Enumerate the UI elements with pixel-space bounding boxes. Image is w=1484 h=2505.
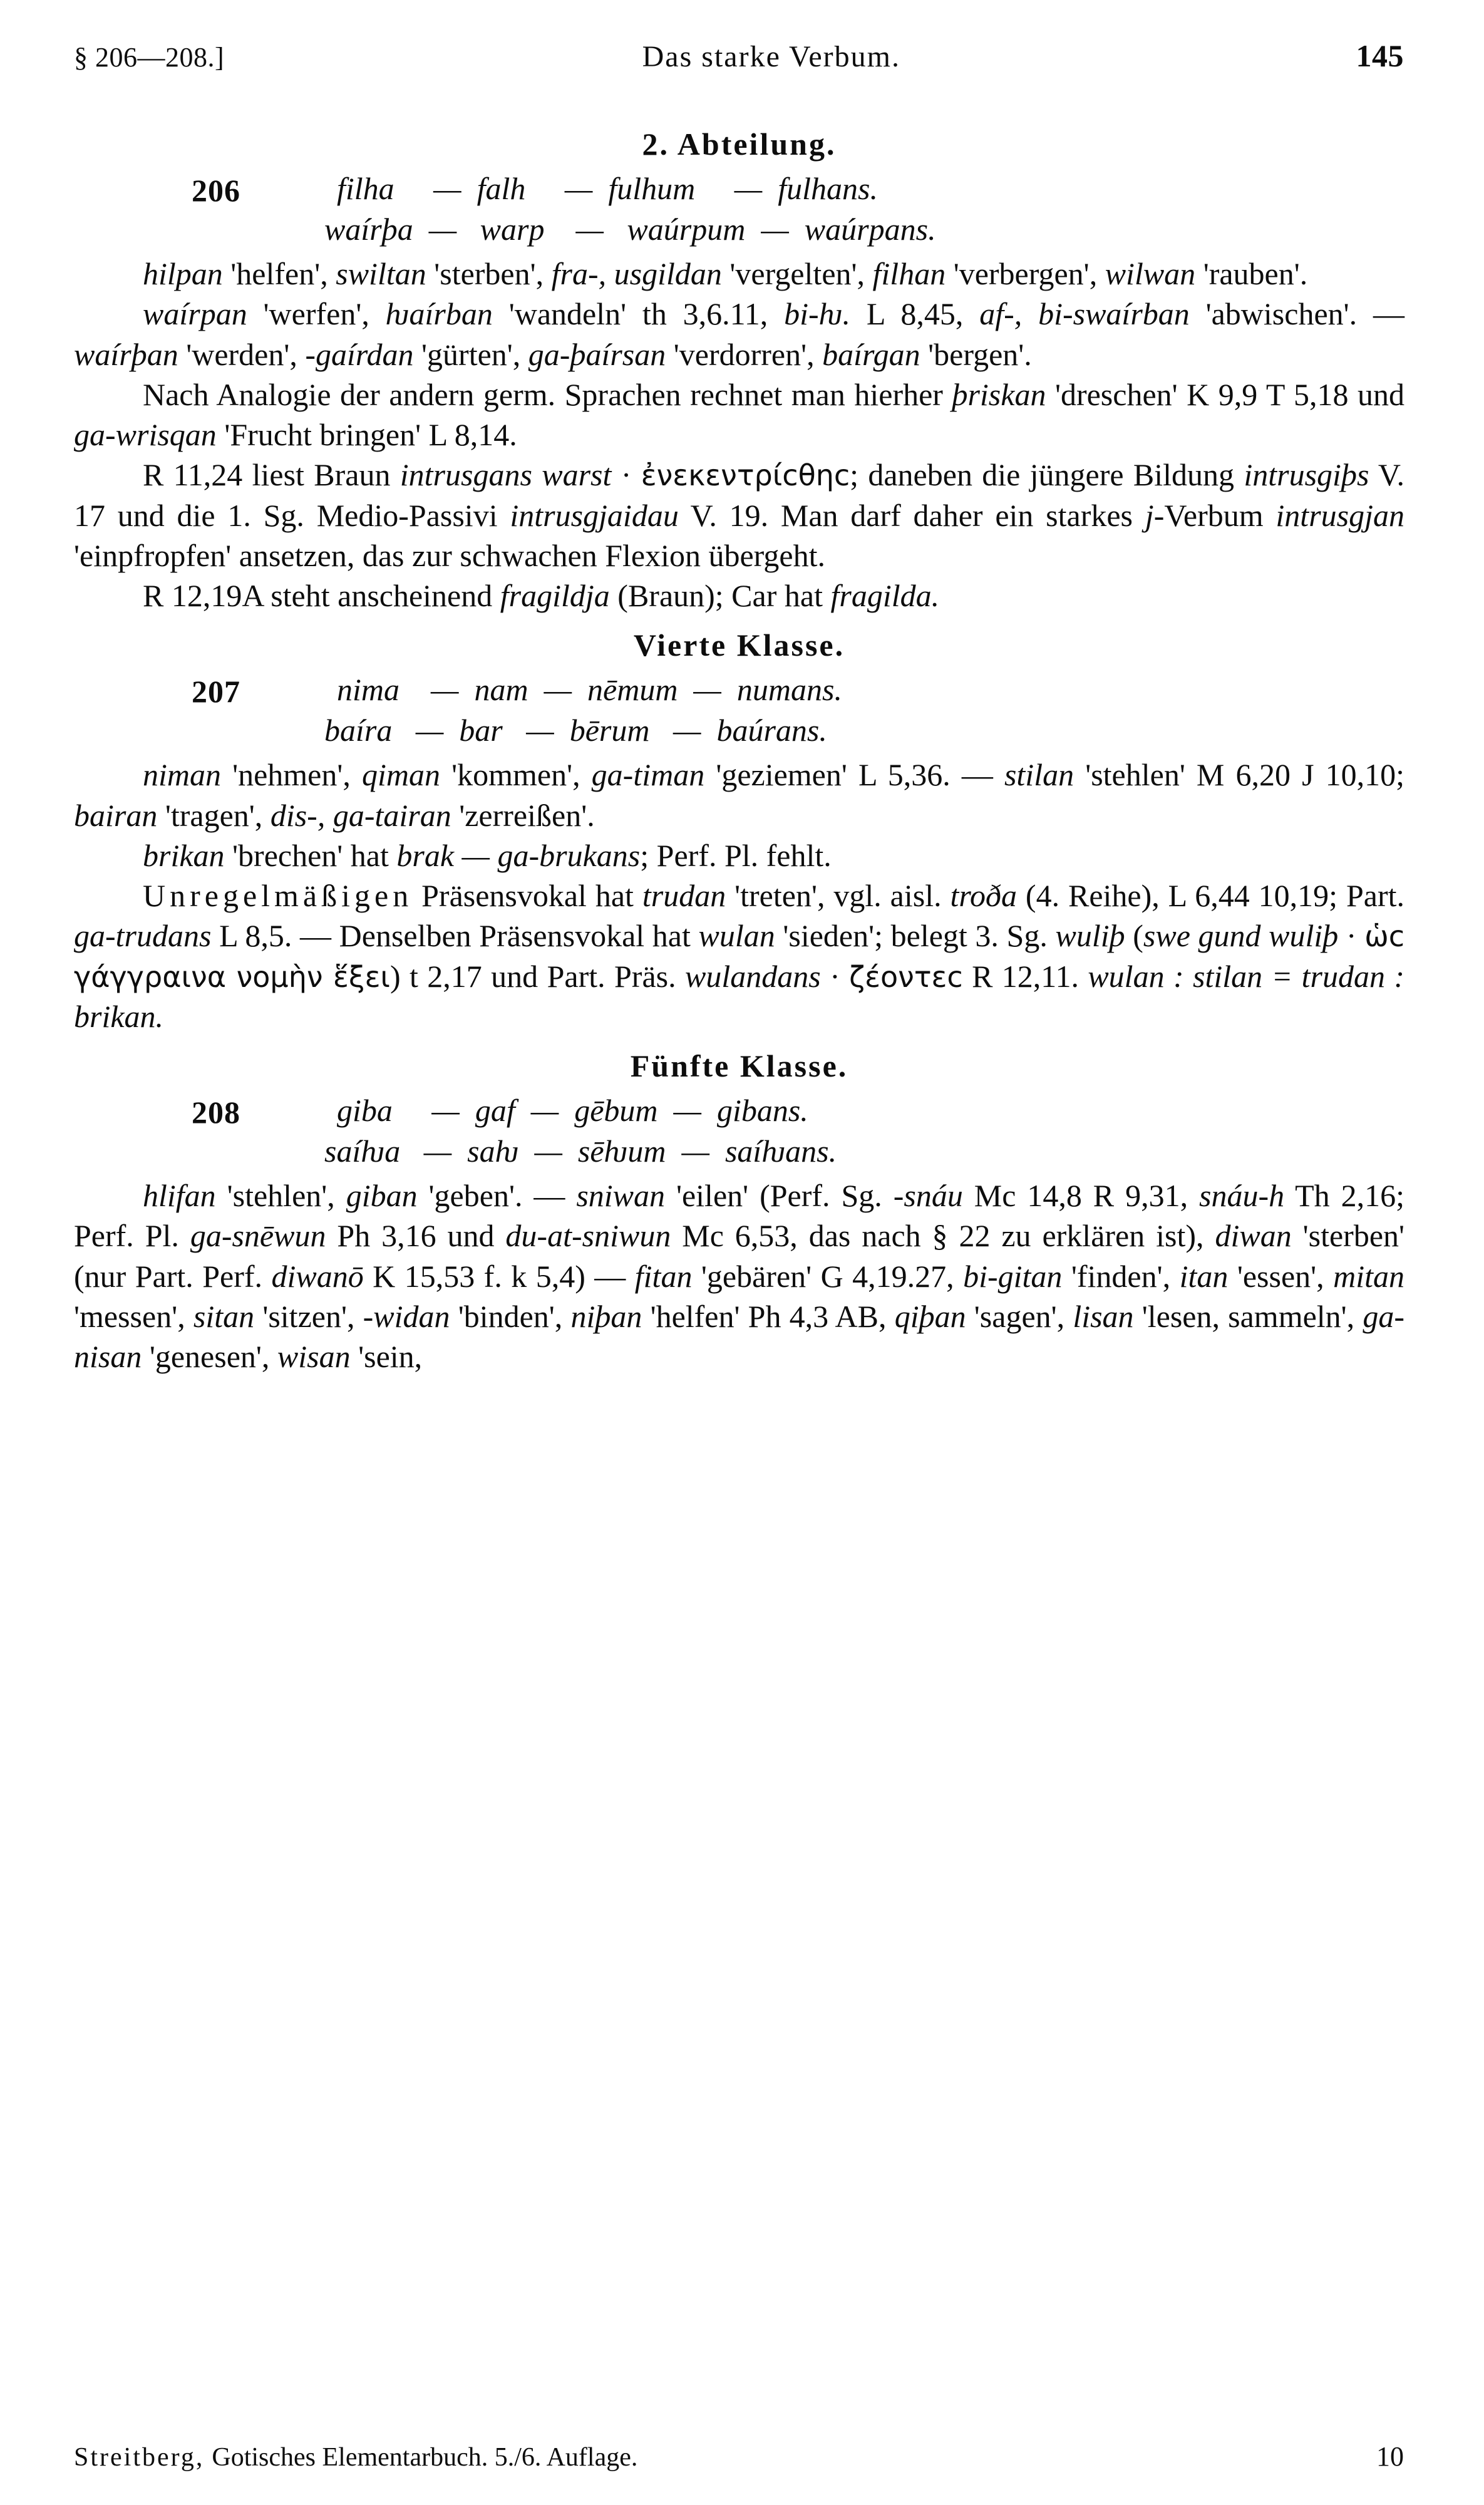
gothic-word: intrusgjaidau (510, 497, 679, 533)
paradigm-208 (74, 1090, 1404, 1172)
gothic-word: af-, bi-swaírban (979, 296, 1190, 332)
gothic-word: ƕaírban (385, 296, 493, 332)
gothic-word: wuliþ (1055, 918, 1125, 954)
running-head (74, 38, 1404, 74)
footer-author: Streitberg, (74, 2443, 205, 2472)
gothic-word: niman (143, 757, 221, 793)
gothic-word: qiman (361, 757, 440, 793)
paragraph-8: Unregelmäßigen Präsensvokal hat trudan 'treten', vgl. aisl. troða (4. Reihe), L 6,44 10,19; Part. ga-trudans L 8,5. — Denselben Präsensvokal hat wulan 'sieden'; belegt 3. Sg. wuliþ (swe gund wuliþ · ὡc γάγγραινα νομὴν ἕξει) t 2,17 und Part. Präs. wulandans · ζέοντεc R 12,11. wulan : stilan = trudan : brikan. (74, 878, 1405, 1034)
footer-imprint: Gotisches Elementarbuch. 5./6. Auflage. (212, 2443, 638, 2472)
paragraph-7: brikan 'brechen' hat brak — ga-brukans; Perf. Pl. fehlt. (143, 837, 832, 873)
page-number: 145 (1356, 38, 1404, 73)
gothic-word: diwanō (271, 1258, 364, 1294)
gothic-word: baírgan (822, 336, 920, 372)
greek-quotation: ζέοντεc (849, 959, 963, 994)
gothic-word: troða (950, 878, 1018, 913)
heading-fuenfte-klasse: Fünfte Klasse. (630, 1048, 848, 1083)
gothic-word: niþan (570, 1298, 642, 1334)
gothic-word: qiþan (894, 1298, 966, 1334)
gothic-word: intrusgjan (1275, 497, 1404, 533)
paragraph-9: hlifan 'stehlen', giban 'geben'. — sniwan 'eilen' (Perf. Sg. -snáu Mc 14,8 R 9,31, snáu-h Th 2,16; Perf. Pl. ga-snēwun Ph 3,16 und du-at-sniwun Mc 6,53, das nach § 22 zu erklären ist), diwan 'sterben' (nur Part. Perf. diwanō K 15,53 f. k 5,4) — fitan 'gebären' G 4,19.27, bi-gitan 'finden', itan 'essen', mitan 'messen', sitan 'sitzen', -widan 'binden', niþan 'helfen' Ph 4,3 AB, qiþan 'sagen', lisan 'lesen, sammeln', ga-nisan 'genesen', wisan 'sein, (74, 1178, 1405, 1374)
heading-vierte-klasse: Vierte Klasse. (633, 628, 845, 663)
gothic-word: waírþan (74, 336, 178, 372)
section-number-206: 206 (192, 173, 240, 208)
paragraph-1: hilpan 'helfen', swiltan 'sterben', fra-, usgildan 'vergelten', filhan 'verbergen', wilwan 'rauben'. (143, 256, 1308, 291)
gothic-word: snáu-h (1199, 1178, 1285, 1213)
gothic-word: ga-wrisqan (74, 417, 217, 452)
gothic-word: fragildja (500, 578, 610, 613)
gothic-word: intrusgiþs (1244, 457, 1369, 493)
running-head-title: Das starke Verbum. (642, 40, 900, 73)
gothic-word: hilpan (143, 256, 223, 291)
gothic-word: filhan (872, 256, 946, 291)
gothic-word: wisan (277, 1339, 351, 1374)
section-number-208: 208 (192, 1095, 240, 1130)
gothic-word: itan (1179, 1258, 1229, 1294)
gothic-word: swiltan (336, 256, 426, 291)
text-column (74, 122, 1404, 1376)
gothic-word: stilan (1004, 757, 1074, 793)
gothic-word: bi-gitan (963, 1258, 1063, 1294)
gothic-word: brak — ga-brukans (396, 837, 641, 873)
paradigm-207 (74, 669, 1404, 751)
gothic-word: giban (346, 1178, 418, 1213)
gothic-word: bairan (74, 797, 158, 833)
gothic-word: sniwan (576, 1178, 666, 1213)
gothic-word: hlifan (143, 1178, 216, 1213)
gothic-word: ga-snēwun (190, 1218, 326, 1254)
gothic-word: -widan (363, 1298, 450, 1334)
gothic-word: du-at-sniwun (505, 1218, 671, 1254)
paradigm-208-line-1: giba — gaf — gēbum — gibans. (337, 1093, 808, 1128)
paradigm-206 (74, 168, 1404, 250)
paradigm-206-line-2: waírþa — warp — waúrpum — waúrpans. (324, 212, 936, 247)
gothic-word: bi-ƕ. (784, 296, 851, 332)
gothic-word: ga-trudans (74, 918, 212, 954)
gothic-word: swe gund wuliþ (1143, 918, 1339, 954)
gothic-word: sitan (193, 1298, 255, 1334)
gothic-word: ga-timan (591, 757, 705, 793)
proportion-formula: wulan : stilan = trudan : brikan. (74, 958, 1404, 1034)
gothic-word: -snáu (893, 1178, 963, 1213)
gothic-word: lisan (1073, 1298, 1134, 1334)
gothic-word: waírpan (143, 296, 247, 332)
italic-letter: j (1145, 497, 1154, 533)
gothic-word: brikan (143, 837, 225, 873)
running-head-section-range: § 206—208.] (74, 42, 225, 73)
footer-sheet-number: 10 (1376, 2441, 1404, 2472)
gothic-word: intrusgans warst (399, 457, 612, 493)
gothic-word: ga-nisan (74, 1298, 1404, 1374)
paragraph-5: R 12,19A steht anscheinend fragildja (Braun); Car hat fragilda. (143, 578, 940, 613)
paradigm-208-line-2: saíƕa — saƕ — sēƕum — saíƕans. (324, 1134, 837, 1169)
gothic-word: þriskan (952, 376, 1046, 412)
gothic-word: fragilda. (830, 578, 940, 613)
gothic-word: fra-, usgildan (551, 256, 722, 291)
paragraph-6: niman 'nehmen', qiman 'kommen', ga-timan 'geziemen' L 5,36. — stilan 'stehlen' M 6,20 J 10,10; bairan 'tragen', dis-, ga-tairan 'zerreißen'. (74, 757, 1405, 833)
gothic-word: ga-þaírsan (528, 336, 666, 372)
spaced-emphasis: Unregelmäßigen (143, 878, 413, 913)
heading-abteilung: 2. Abteilung. (642, 127, 837, 162)
paradigm-206-line-1: filha — falh — fulhum — fulhans. (337, 171, 878, 206)
gothic-word: wulan (698, 918, 775, 954)
greek-quotation: ἐνεκεντρίcθηc (641, 458, 850, 493)
gothic-word: trudan (642, 878, 726, 913)
section-number-207: 207 (192, 674, 240, 710)
paradigm-207-line-1: nima — nam — nēmum — numans. (337, 672, 842, 708)
gothic-word: fitan (634, 1258, 693, 1294)
gothic-word: -gaírdan (305, 336, 414, 372)
greek-quotation: ὡc γάγγραινα νομὴν ἕξει (74, 919, 1405, 994)
gothic-word: wulandans (684, 958, 821, 994)
gothic-word: dis-, ga-tairan (270, 797, 451, 833)
paragraph-3: Nach Analogie der andern germ. Sprachen rechnet man hierher þriskan 'dreschen' K 9,9 T 5,18 und ga-wrisqan 'Frucht bringen' L 8,14. (74, 376, 1404, 452)
gothic-word: mitan (1333, 1258, 1404, 1294)
page-footer (74, 2440, 1404, 2472)
paragraph-2: waírpan 'werfen', ƕaírban 'wandeln' th 3,6.11, bi-ƕ. L 8,45, af-, bi-swaírban 'abwischen'. — waírþan 'werden', -gaírdan 'gürten', ga-þaírsan 'verdorren', baírgan 'bergen'. (74, 296, 1404, 372)
gothic-word: wilwan (1105, 256, 1196, 291)
paradigm-207-line-2: baíra — bar — bērum — baúrans. (324, 713, 827, 748)
paragraph-4: R 11,24 liest Braun intrusgans warst · ἐνεκεντρίcθηc; daneben die jüngere Bildung intrusgiþs V. 17 und die 1. Sg. Medio-Passivi intrusgjaidau V. 19. Man darf daher ein starkes j-Verbum intrusgjan 'einpfropfen' ansetzen, das zur schwachen Flexion übergeht. (74, 457, 1404, 573)
gothic-word: diwan (1215, 1218, 1292, 1254)
